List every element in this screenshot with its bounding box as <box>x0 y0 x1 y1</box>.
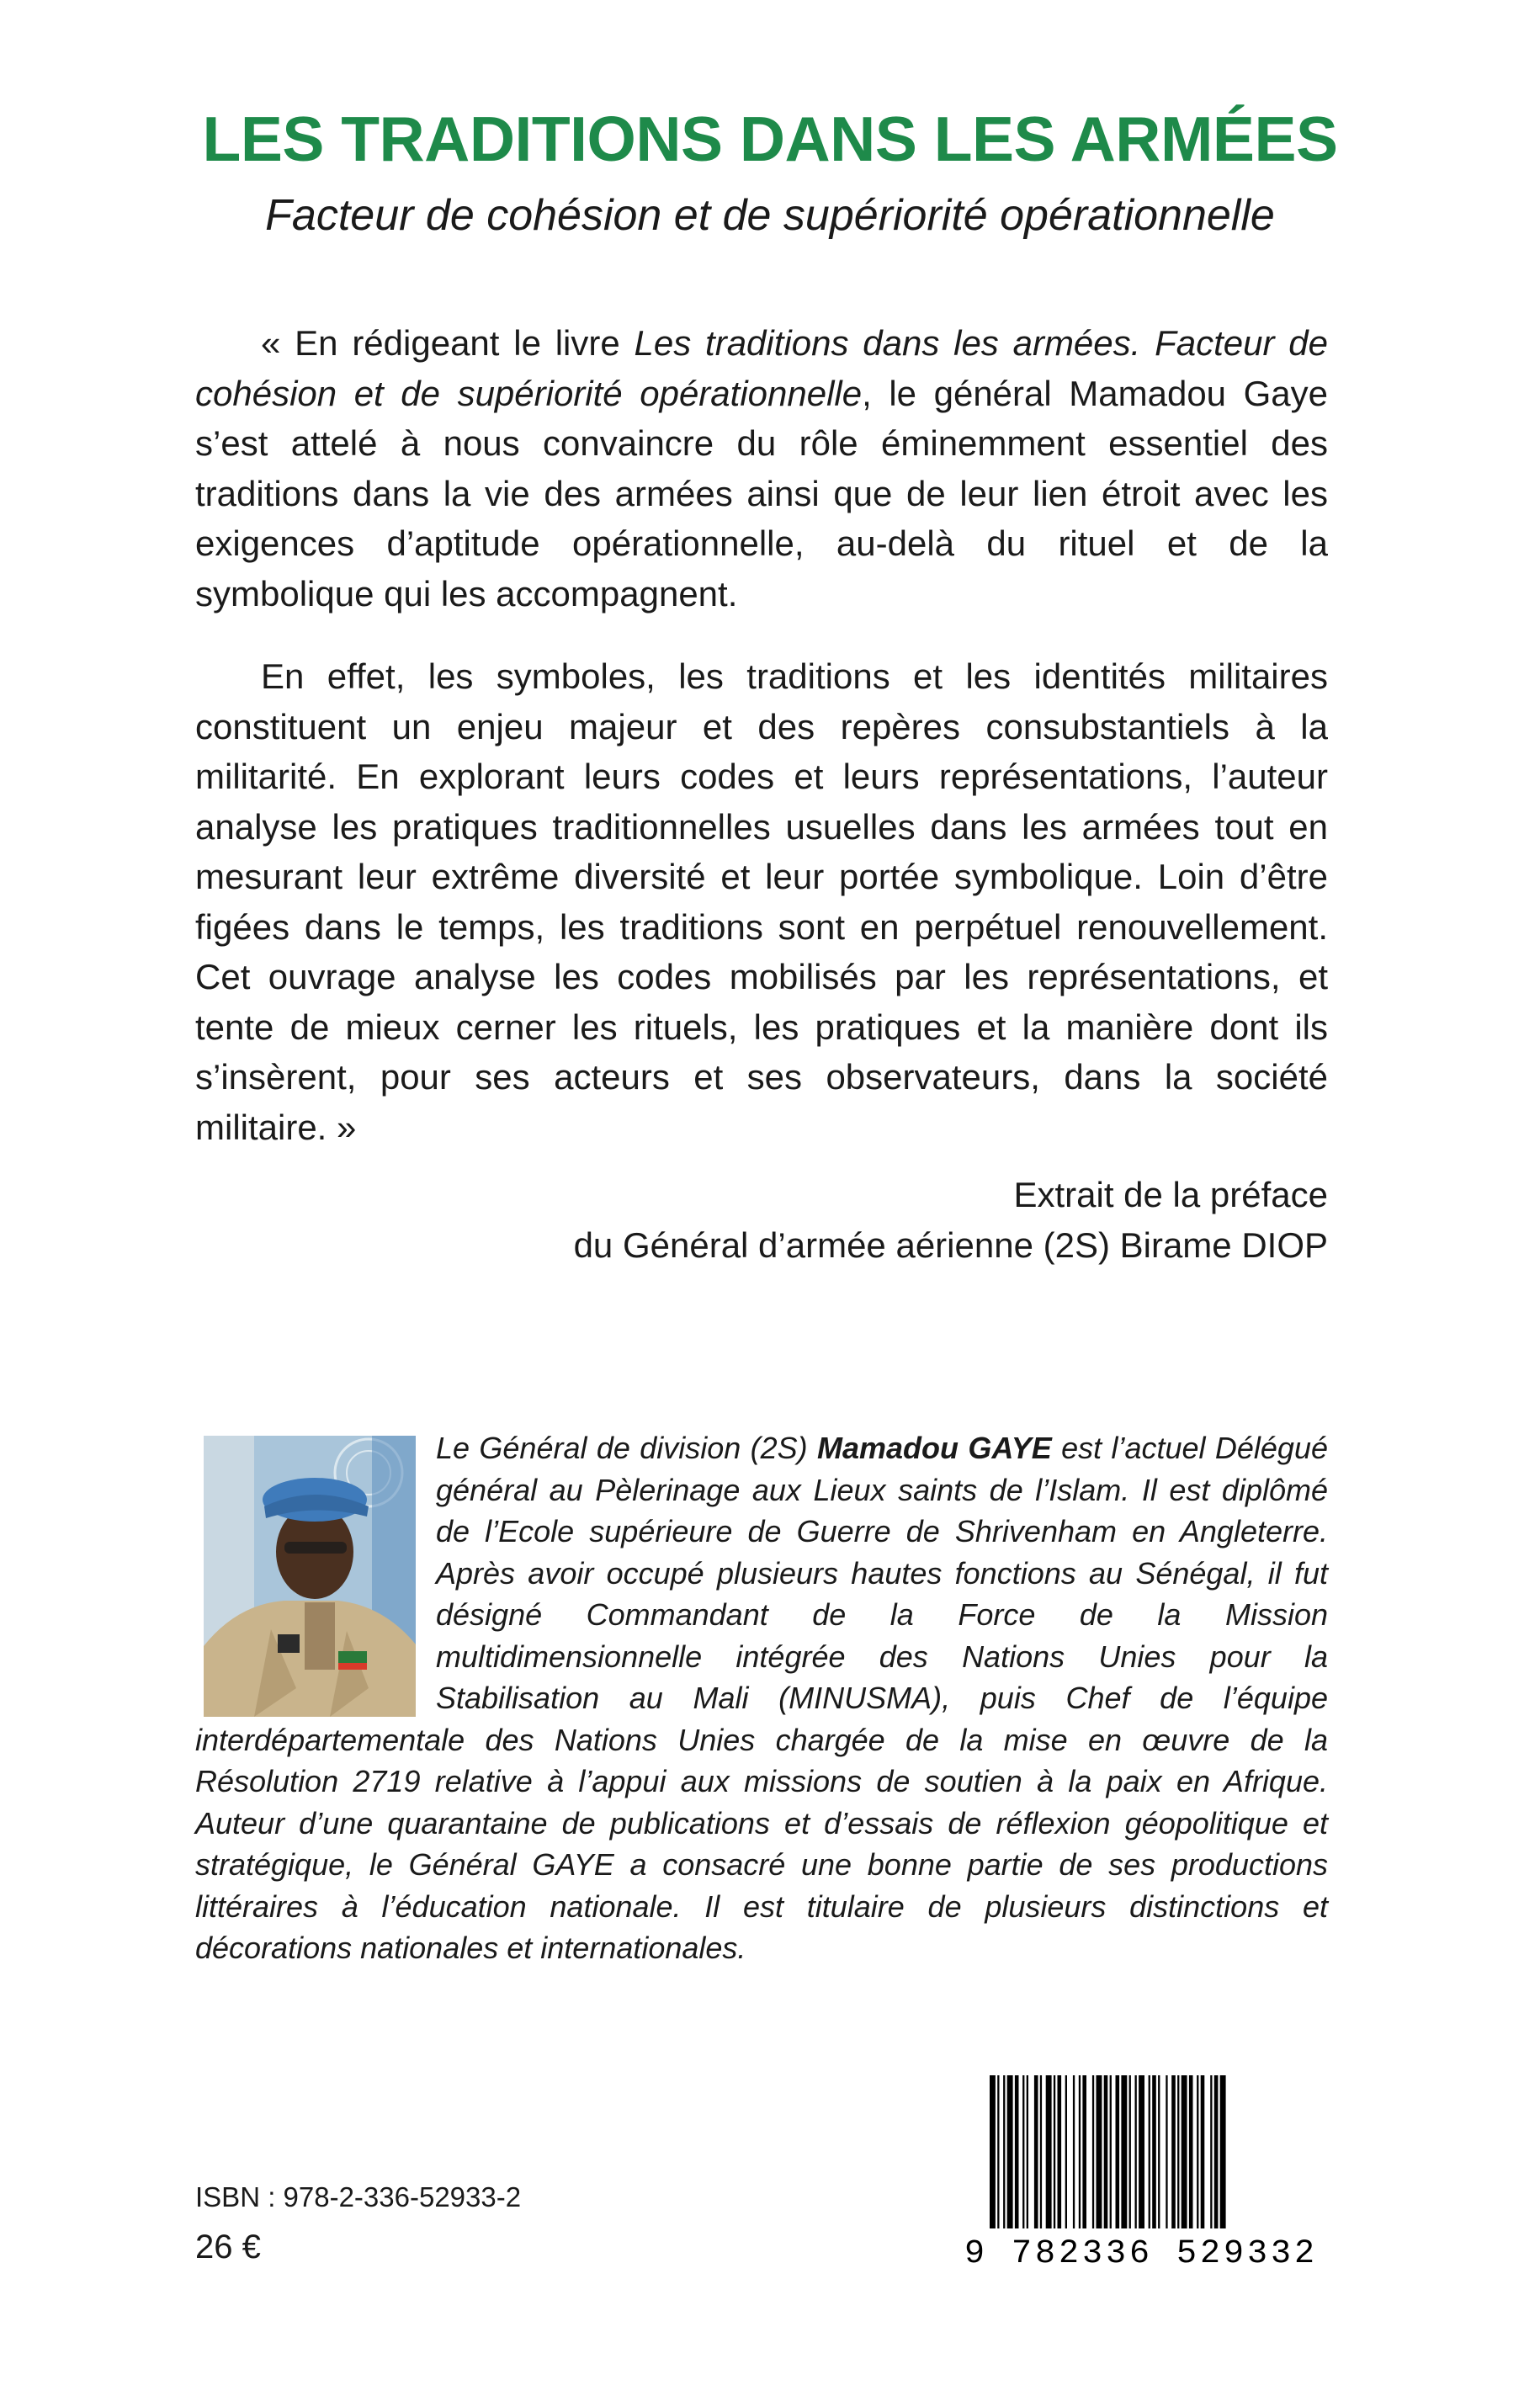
bio-lead: Le Général de division (2S) <box>436 1431 818 1465</box>
barcode-bar <box>1182 2075 1187 2228</box>
barcode-bar <box>1121 2075 1127 2228</box>
barcode-bar <box>1116 2075 1120 2228</box>
price: 26 € <box>195 2228 261 2265</box>
barcode-bar <box>1046 2075 1052 2228</box>
para1-book-title: Les traditions dans les armées. Facteur de cohésion et de supériorité opérationnelle <box>195 323 1328 413</box>
bio-text: est l’actuel Délégué général au Pèlerinage aux Lieux saints de l’Islam. Il est diplômé de l’Ecole supérieure de Guerre de Shrivenham en Angleterre. Après avoir occupé plusieurs hautes fonctions au Sénégal, il fut désigné Commandant de la Force de la Mission multidimensionnelle intégrée des Nations Unies pour la Stabilisation au Mali (MINUSMA), puis Chef de l’équipe interdépartementale des Nations Unies chargée de la mise en œuvre de la Résolution 2719 relative à l’appui aux missions de soutien à la paix en Afrique. Auteur d’une quarantaine de publications et d’essais de réflexion géopolitique et stratégique, le Général GAYE a consacré une bonne partie de ses productions littéraires à l’éducation nationale. Il est titulaire de plusieurs distinctions et décorations nationales et internationales. <box>195 1431 1328 1965</box>
attribution-line-1: Extrait de la préface <box>1013 1175 1328 1214</box>
barcode-digits: 9 782336 529332 <box>964 2235 1319 2273</box>
book-subtitle: Facteur de cohésion et de supériorité opérationnelle <box>265 191 1275 240</box>
author-name: Mamadou GAYE <box>817 1431 1052 1465</box>
barcode-bar <box>1040 2075 1042 2228</box>
barcode-bar <box>1139 2075 1144 2228</box>
preface-paragraph-1 <box>195 318 1328 619</box>
barcode-bar <box>1097 2075 1102 2228</box>
barcode <box>964 2070 1319 2273</box>
para2-text: En effet, les symboles, les traditions et les identités militaires constituent un enjeu majeur et des repères consubstantiels à la militarité. En explorant leurs codes et leurs représentations, l’auteur analyse les pratiques traditionnelles usuelles dans les armées tout en mesurant leur extrême diversité et leur portée symbolique. Loin d’être figées dans le temps, les traditions sont en perpétuel renouvellement. Cet ouvrage analyse les codes mobilisés par les représentations, et tente de mieux cerner les rituels, les pratiques et la manière dont ils s’insèrent, pour ses acteurs et ses observateurs, dans la société militaire. » <box>195 656 1328 1147</box>
barcode-bar <box>1152 2075 1156 2228</box>
barcode-bar <box>1079 2075 1081 2228</box>
para1-open: « En rédigeant le livre <box>261 323 635 363</box>
barcode-bar <box>1082 2075 1086 2228</box>
barcode-bar <box>1189 2075 1193 2228</box>
barcode-bar <box>1214 2075 1219 2228</box>
author-biography <box>195 1427 1328 1969</box>
preface-attribution <box>195 1170 1328 1270</box>
barcode-bar <box>1210 2075 1212 2228</box>
isbn: ISBN : 978-2-336-52933-2 <box>195 2181 522 2212</box>
barcode-bar <box>997 2075 999 2228</box>
barcode-bar <box>1022 2075 1024 2228</box>
barcode-bar <box>1034 2075 1038 2228</box>
barcode-bar <box>1110 2075 1112 2228</box>
barcode-bar <box>1220 2075 1226 2228</box>
barcode-bar <box>1135 2075 1137 2228</box>
barcode-bar <box>1027 2075 1028 2228</box>
para1-rest: , le général Mamadou Gaye s’est attelé à nous convaincre du rôle éminemment essentiel des traditions dans la vie des armées ainsi que de leur lien étroit avec les exigences d’aptitude opérationnelle, au-delà du rituel et de la symbolique qui les accompagnent. <box>195 373 1328 614</box>
barcode-bar <box>990 2075 996 2228</box>
barcode-bar <box>1149 2075 1150 2228</box>
barcode-bar <box>1058 2075 1062 2228</box>
barcode-bar <box>1054 2075 1055 2228</box>
barcode-bar <box>1129 2075 1131 2228</box>
barcode-bar <box>1171 2075 1176 2228</box>
barcode-bar <box>1092 2075 1094 2228</box>
barcode-bar <box>1073 2075 1075 2228</box>
barcode-bar <box>1007 2075 1013 2228</box>
attribution-line-2: du Général d’armée aérienne (2S) Birame DIOP <box>573 1224 1328 1265</box>
barcode-bar <box>1158 2075 1160 2228</box>
barcode-bar <box>1015 2075 1019 2228</box>
barcode-bar <box>1166 2075 1167 2228</box>
barcode-bar <box>1065 2075 1067 2228</box>
barcode-bar <box>1201 2075 1205 2228</box>
barcode-bar <box>1197 2075 1198 2228</box>
preface-paragraph-2 <box>195 651 1328 1152</box>
barcode-bar <box>1104 2075 1108 2228</box>
book-title: LES TRADITIONS DANS LES ARMÉES <box>202 104 1338 174</box>
barcode-bar <box>1177 2075 1179 2228</box>
barcode-bar <box>1003 2075 1005 2228</box>
